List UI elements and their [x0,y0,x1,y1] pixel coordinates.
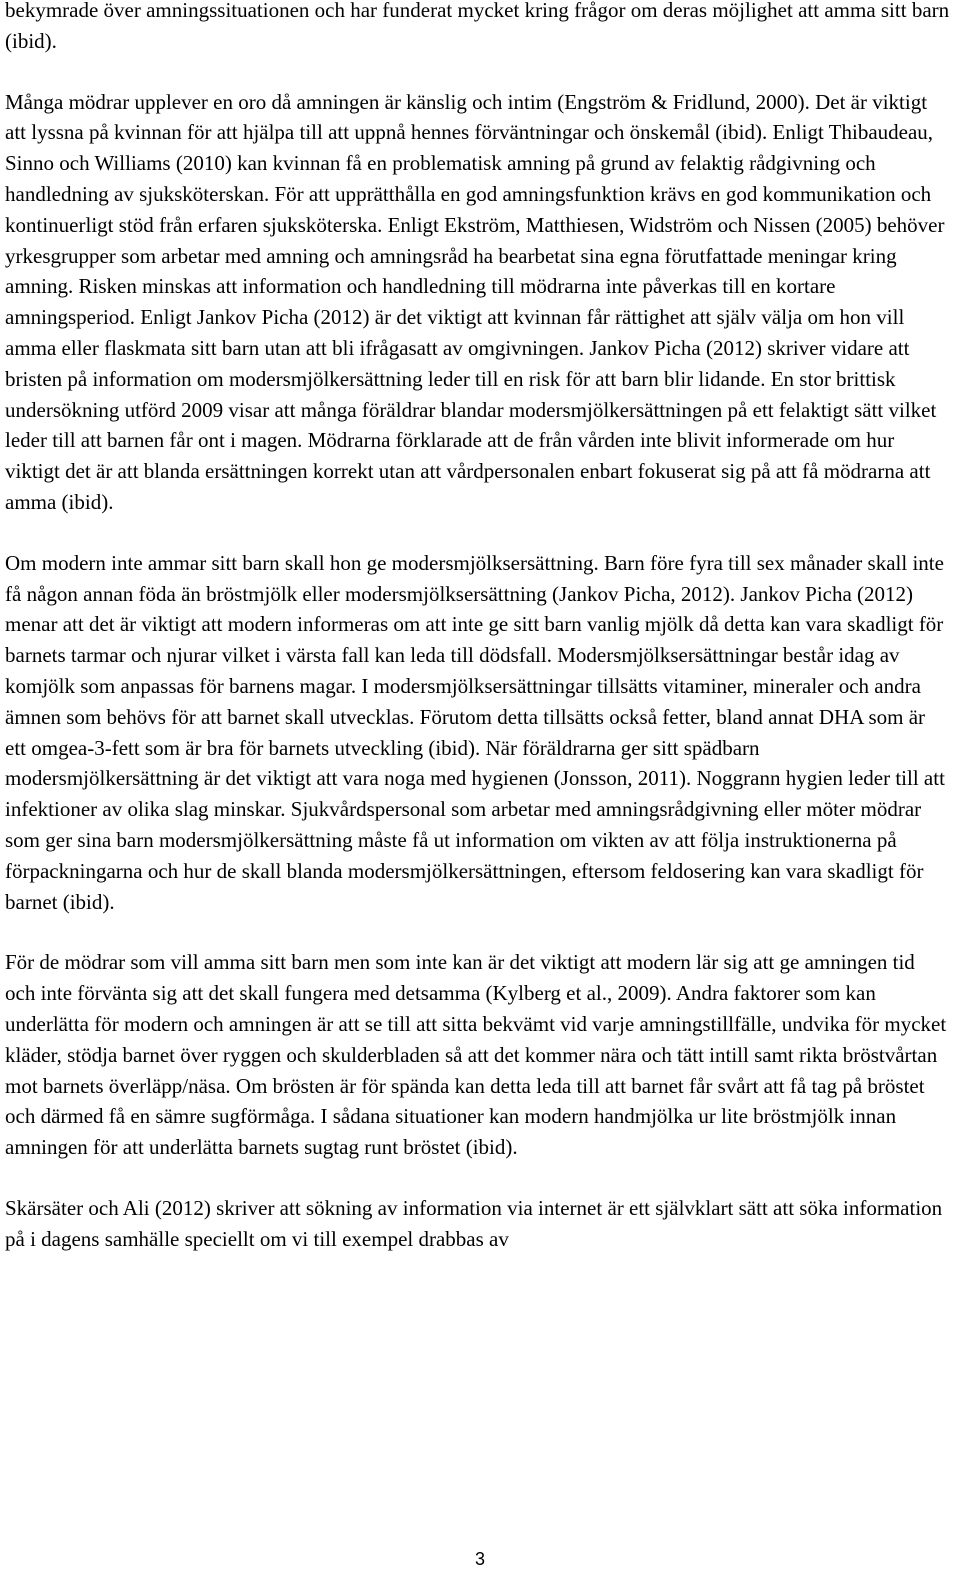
paragraph-internet-information: Skärsäter och Ali (2012) skriver att sökning av information via internet är ett självklart sätt att söka information på i dagens samhälle speciellt om vi till exempel drabbas av [5,1195,943,1251]
page-number: 3 [474,1549,485,1569]
paragraph-amningstips: För de mödrar som vill amma sitt barn men som inte kan är det viktigt att modern lär sig att ge amningen tid och inte förvänta sig att det skall fungera med detsamma (Kylberg et al., 2009). Andra faktorer som kan underlätta för modern och amningen är att se till att sitta bekvämt vid varje amningstillfälle, undvika för mycket kläder, stödja barnet över ryggen och skulderbladen så att det kommer nära och tätt intill samt rikta bröstvårtan mot barnets överläpp/näsa. Om brösten är för spända kan detta leda till att barnet får svårt att få tag på bröstet och därmed få en sämre sugförmåga. I sådana situationer kan modern handmjölka ur lite bröstmjölk innan amningen för att underlätta barnets sugtag runt bröstet (ibid). [5,950,947,1160]
body-text [5,0,950,1284]
paragraph-continuation: bekymrade över amningssituationen och har funderat mycket kring frågor om deras möjlighet att amma sitt barn (ibid). [5,0,950,53]
paragraph-modersmjolksersattning: Om modern inte ammar sitt barn skall hon ge modersmjölksersättning. Barn före fyra till sex månader skall inte få någon annan föda än bröstmjölk eller modersmjölksersättning (Jankov Picha, 2012). Jankov Picha (2012) menar att det är viktigt att modern informeras om att inte ge sitt barn vanlig mjölk då detta kan vara skadligt för barnets tarmar och njurar vilket i värsta fall kan leda till dödsfall. Modersmjölksersättningar består idag av komjölk som anpassas för barnens magar. I modersmjölksersättningar tillsätts vitaminer, mineraler och andra ämnen som behövs för att barnet skall utvecklas. Förutom detta tillsätts också fetter, bland annat DHA som är ett omgea-3-fett som är bra för barnets utveckling (ibid). När föräldrarna ger sitt spädbarn modersmjölkersättning är det viktigt att vara noga med hygienen (Jonsson, 2011). Noggrann hygien leder till att infektioner av olika slag minskar. Sjukvårdspersonal som arbetar med amningsrådgivning eller möter mödrar som ger sina barn modersmjölkersättning måste få ut information om vikten av att följa instruktionerna på förpackningarna och hur de skall blanda modersmjölkersättningen, eftersom feldosering kan vara skadligt för barnet (ibid). [5,550,945,914]
paragraph-amning-oro: Många mödrar upplever en oro då amningen är känslig och intim (Engström & Fridlund, 2000). Det är viktigt att lyssna på kvinnan för att hjälpa till att uppnå hennes förväntningar och önskemål (ibid). Enligt Thibaudeau, Sinno och Williams (2010) kan kvinnan få en problematisk amning på grund av felaktig rådgivning och handledning av sjuksköterskan. För att upprätthålla en god amningsfunktion krävs en god kommunikation och kontinuerligt stöd från erfaren sjuksköterska. Enligt Ekström, Matthiesen, Widström och Nissen (2005) behöver yrkesgrupper som arbetar med amning och amningsråd ha bearbetat sina egna förutfattade meningar kring amning. Risken minskas att information och handledning till mödrarna inte påverkas till en kortare amningsperiod. Enligt Jankov Picha (2012) är det viktigt att kvinnan får rättighet att själv välja om hon vill amma eller flaskmata sitt barn utan att bli ifrågasatt av omgivningen. Jankov Picha (2012) skriver vidare att bristen på information om modersmjölkersättning leder till en risk för att barn blir lidande. En stor brittisk undersökning utförd 2009 visar att många föräldrar blandar modersmjölkersättningen på ett felaktigt sätt vilket leder till att barnen får ont i magen. Mödrarna förklarade att de från vården inte blivit informerade om hur viktigt det är att blanda ersättningen korrekt utan att vårdpersonalen enbart fokuserat sig på att få mödrarna att amma (ibid). [5,89,945,514]
